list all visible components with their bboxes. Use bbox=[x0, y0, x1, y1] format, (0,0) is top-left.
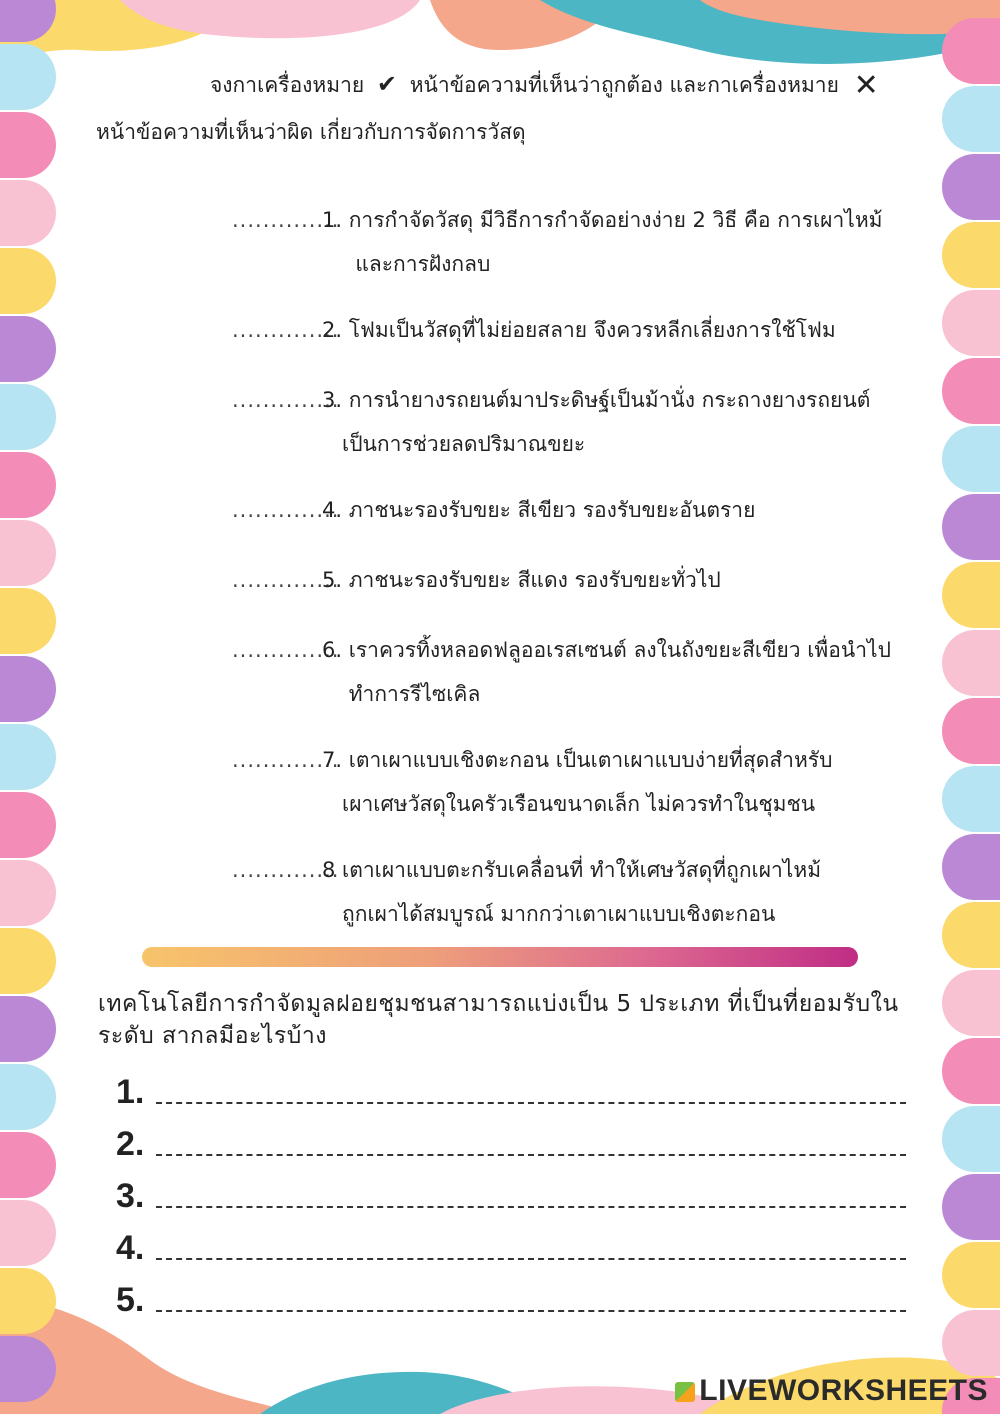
check-icon: ✔ bbox=[376, 70, 398, 98]
statement-line: เผาเศษวัสดุในครัวเรือนขนาดเล็ก ไม่ควรทำในชุมชน bbox=[322, 792, 816, 816]
answer-input[interactable] bbox=[156, 1153, 906, 1156]
statement-line: 3. การนำยางรถยนต์มาประดิษฐ์เป็นม้านั่ง กระถางยางรถยนต์ bbox=[322, 388, 871, 412]
statement-item bbox=[232, 198, 883, 286]
statement-line: 8 เตาเผาแบบตะกรับเคลื่อนที่ ทำให้เศษวัสดุที่ถูกเผาไหม้ bbox=[322, 858, 822, 882]
cross-icon: ✕ bbox=[853, 68, 879, 103]
statement-item bbox=[232, 628, 891, 716]
answer-number: 3. bbox=[116, 1177, 145, 1215]
answer-blank[interactable]: .............. bbox=[232, 498, 340, 522]
statement-line: ถูกเผาได้สมบูรณ์ มากกว่าเตาเผาแบบเชิงตะกอน bbox=[322, 902, 776, 926]
statement-line: 2. โฟมเป็นวัสดุที่ไม่ย่อยสลาย จึงควรหลีกเลี่ยงการใช้โฟม bbox=[322, 318, 836, 342]
statement-item bbox=[232, 488, 755, 532]
statement-line: 4. ภาชนะรองรับขยะ สีเขียว รองรับขยะอันตราย bbox=[322, 498, 756, 522]
answer-line bbox=[116, 1120, 906, 1164]
statement-text bbox=[322, 308, 836, 352]
statement-line: 5. ภาชนะรองรับขยะ สีแดง รองรับขยะทั่วไป bbox=[322, 568, 721, 592]
gradient-divider bbox=[142, 947, 858, 967]
statement-line: 6. เราควรทิ้งหลอดฟลูออเรสเซนต์ ลงในถังขยะสีเขียว เพื่อนำไป bbox=[322, 638, 891, 662]
statement-text bbox=[322, 628, 891, 716]
statement-item bbox=[232, 848, 821, 936]
statement-line: 1. การกำจัดวัสดุ มีวิธีการกำจัดอย่างง่าย 2 วิธี คือ การเผาไหม้ bbox=[322, 208, 883, 232]
answer-blank[interactable]: .............. bbox=[232, 388, 340, 412]
statement-line: ทำการรีไซเคิล bbox=[322, 682, 481, 706]
answer-input[interactable] bbox=[156, 1309, 906, 1312]
answer-blank[interactable]: .............. bbox=[232, 748, 340, 772]
answer-line bbox=[116, 1172, 906, 1216]
instruction-text-2: หน้าข้อความที่เห็นว่าถูกต้อง และกาเครื่องหมาย bbox=[409, 73, 839, 97]
liveworksheets-logo-icon bbox=[675, 1382, 695, 1402]
statement-text bbox=[322, 848, 821, 936]
answer-blank[interactable]: .............. bbox=[232, 568, 340, 592]
answer-line bbox=[116, 1276, 906, 1320]
answer-blank[interactable]: .............. bbox=[232, 208, 340, 232]
answer-blank[interactable]: .............. bbox=[232, 638, 340, 662]
statement-item bbox=[232, 308, 836, 352]
answer-blank[interactable]: .............. bbox=[232, 318, 340, 342]
answer-number: 2. bbox=[116, 1125, 145, 1163]
answer-number: 4. bbox=[116, 1229, 145, 1267]
answer-number: 5. bbox=[116, 1281, 145, 1319]
statement-item bbox=[232, 738, 832, 826]
instruction-line-1 bbox=[210, 68, 879, 103]
answer-blank[interactable]: .............. bbox=[232, 858, 340, 882]
statement-text bbox=[322, 488, 755, 532]
answer-line bbox=[116, 1224, 906, 1268]
question-text: เทคโนโลยีการกำจัดมูลฝอยชุมชนสามารถแบ่งเป็น 5 ประเภท ที่เป็นที่ยอมรับในระดับ สากลมีอะไรบ้าง bbox=[98, 991, 899, 1049]
statement-line: 7. เตาเผาแบบเชิงตะกอน เป็นเตาเผาแบบง่ายที่สุดสำหรับ bbox=[322, 748, 833, 772]
answer-number: 1. bbox=[116, 1073, 145, 1111]
answer-line bbox=[116, 1068, 906, 1112]
statement-text bbox=[322, 558, 721, 602]
instruction-line-2: หน้าข้อความที่เห็นว่าผิด เกี่ยวกับการจัดการวัสดุ bbox=[96, 120, 526, 144]
answer-input[interactable] bbox=[156, 1205, 906, 1208]
instruction-text-1: จงกาเครื่องหมาย bbox=[210, 73, 365, 97]
statement-item bbox=[232, 378, 870, 466]
answer-input[interactable] bbox=[156, 1101, 906, 1104]
statement-text bbox=[322, 198, 883, 286]
statement-text bbox=[322, 738, 832, 826]
statement-line: และการฝังกลบ bbox=[322, 252, 491, 276]
statement-text bbox=[322, 378, 870, 466]
statement-item bbox=[232, 558, 721, 602]
brand-text: LIVEWORKSHEETS bbox=[699, 1374, 988, 1407]
answer-input[interactable] bbox=[156, 1257, 906, 1260]
brand-logo bbox=[675, 1374, 988, 1408]
statement-line: เป็นการช่วยลดปริมาณขยะ bbox=[322, 432, 586, 456]
